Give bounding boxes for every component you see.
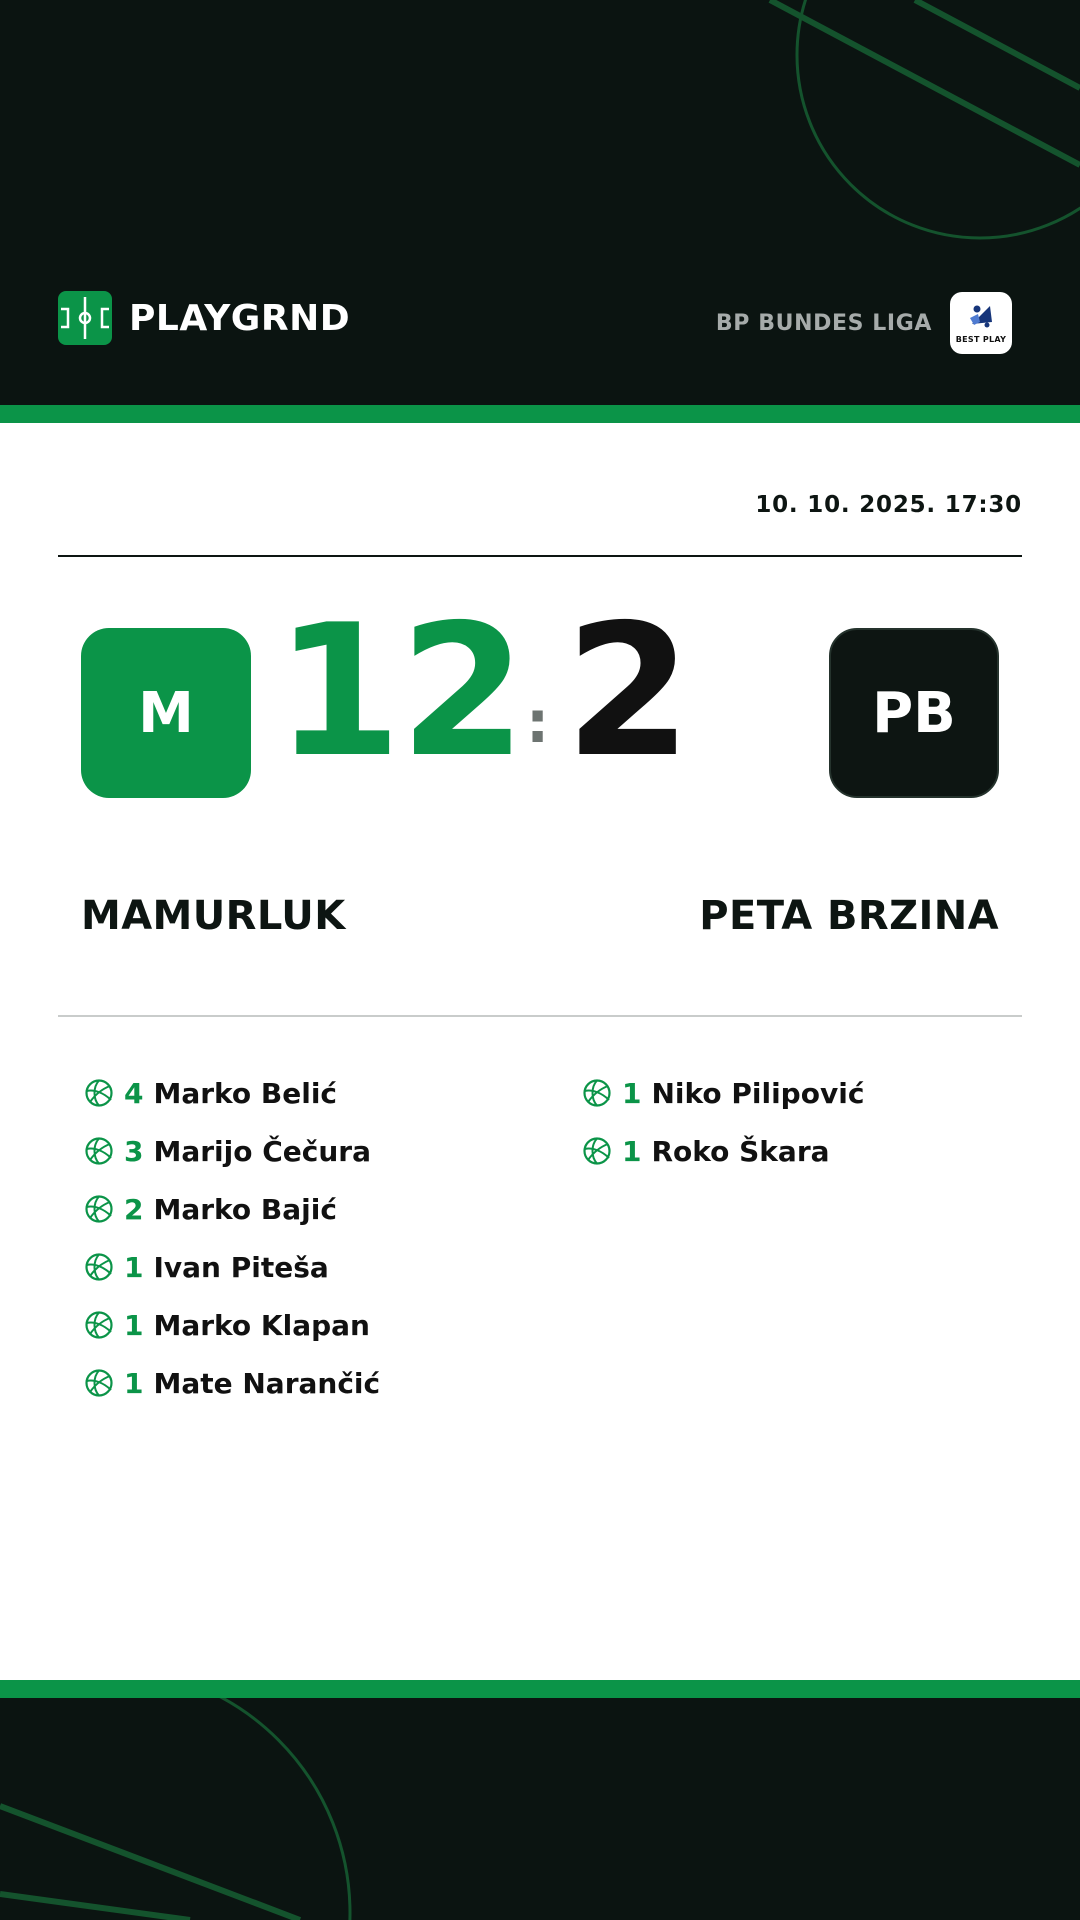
league	[716, 292, 1012, 354]
ball-icon	[84, 1368, 114, 1398]
home-team-initials: M	[138, 680, 194, 746]
scorer-item	[582, 1122, 864, 1180]
divider	[58, 1015, 1022, 1017]
soccer-pitch-icon	[58, 291, 112, 345]
away-score: 2	[565, 585, 690, 797]
scorer-goals: 1	[124, 1366, 144, 1400]
home-scorers-list	[84, 1064, 380, 1412]
ball-icon	[84, 1310, 114, 1340]
scorer-goals: 4	[124, 1076, 144, 1110]
scorer-item	[84, 1296, 380, 1354]
best-play-logo	[950, 292, 1012, 354]
ball-icon	[84, 1252, 114, 1282]
away-team-logo	[829, 628, 999, 798]
league-name: BP BUNDES LIGA	[715, 310, 932, 336]
divider	[58, 555, 1022, 557]
scorer-goals: 1	[124, 1250, 144, 1284]
scorer-goals: 1	[622, 1076, 642, 1110]
ball-icon	[582, 1136, 612, 1166]
scorer-name: Marijo Čečura	[153, 1134, 372, 1168]
home-team-name: MAMURLUK	[81, 893, 346, 939]
scorer-goals: 2	[124, 1192, 144, 1226]
home-score: 12	[275, 585, 525, 797]
ball-icon	[84, 1194, 114, 1224]
scorer-item	[84, 1238, 380, 1296]
scorer-item	[84, 1354, 380, 1412]
home-team-logo	[81, 628, 251, 798]
league-badge-text: BEST PLAY	[955, 335, 1007, 344]
brand-name: PLAYGRND	[129, 297, 351, 339]
match-datetime: 10. 10. 2025. 17:30	[755, 492, 1022, 518]
scorer-goals: 1	[622, 1134, 642, 1168]
brand	[58, 291, 350, 345]
scorer-name: Marko Bajić	[153, 1192, 337, 1226]
ball-icon	[84, 1078, 114, 1108]
away-team-name: PETA BRZINA	[699, 893, 999, 939]
scorer-name: Ivan Piteša	[153, 1250, 329, 1284]
scorer-item	[582, 1064, 864, 1122]
accent-stripe-top	[0, 405, 1080, 423]
away-team-initials: PB	[872, 680, 956, 746]
scorer-goals: 3	[124, 1134, 144, 1168]
scorer-name: Roko Škara	[651, 1134, 830, 1168]
footer	[0, 1698, 1080, 1920]
ball-icon	[582, 1078, 612, 1108]
scorer-goals: 1	[124, 1308, 144, 1342]
score-separator: :	[526, 688, 550, 756]
pitch-decoration	[0, 1698, 1080, 1920]
header	[0, 0, 1080, 405]
accent-stripe-bottom	[0, 1680, 1080, 1698]
scorer-name: Marko Klapan	[153, 1308, 370, 1342]
scorer-name: Mate Narančić	[153, 1366, 381, 1400]
away-scorers-list	[582, 1064, 864, 1180]
ball-icon	[84, 1136, 114, 1166]
scorer-item	[84, 1180, 380, 1238]
scorer-item	[84, 1064, 380, 1122]
scorer-item	[84, 1122, 380, 1180]
scorer-name: Marko Belić	[153, 1076, 338, 1110]
scorer-name: Niko Pilipović	[651, 1076, 865, 1110]
